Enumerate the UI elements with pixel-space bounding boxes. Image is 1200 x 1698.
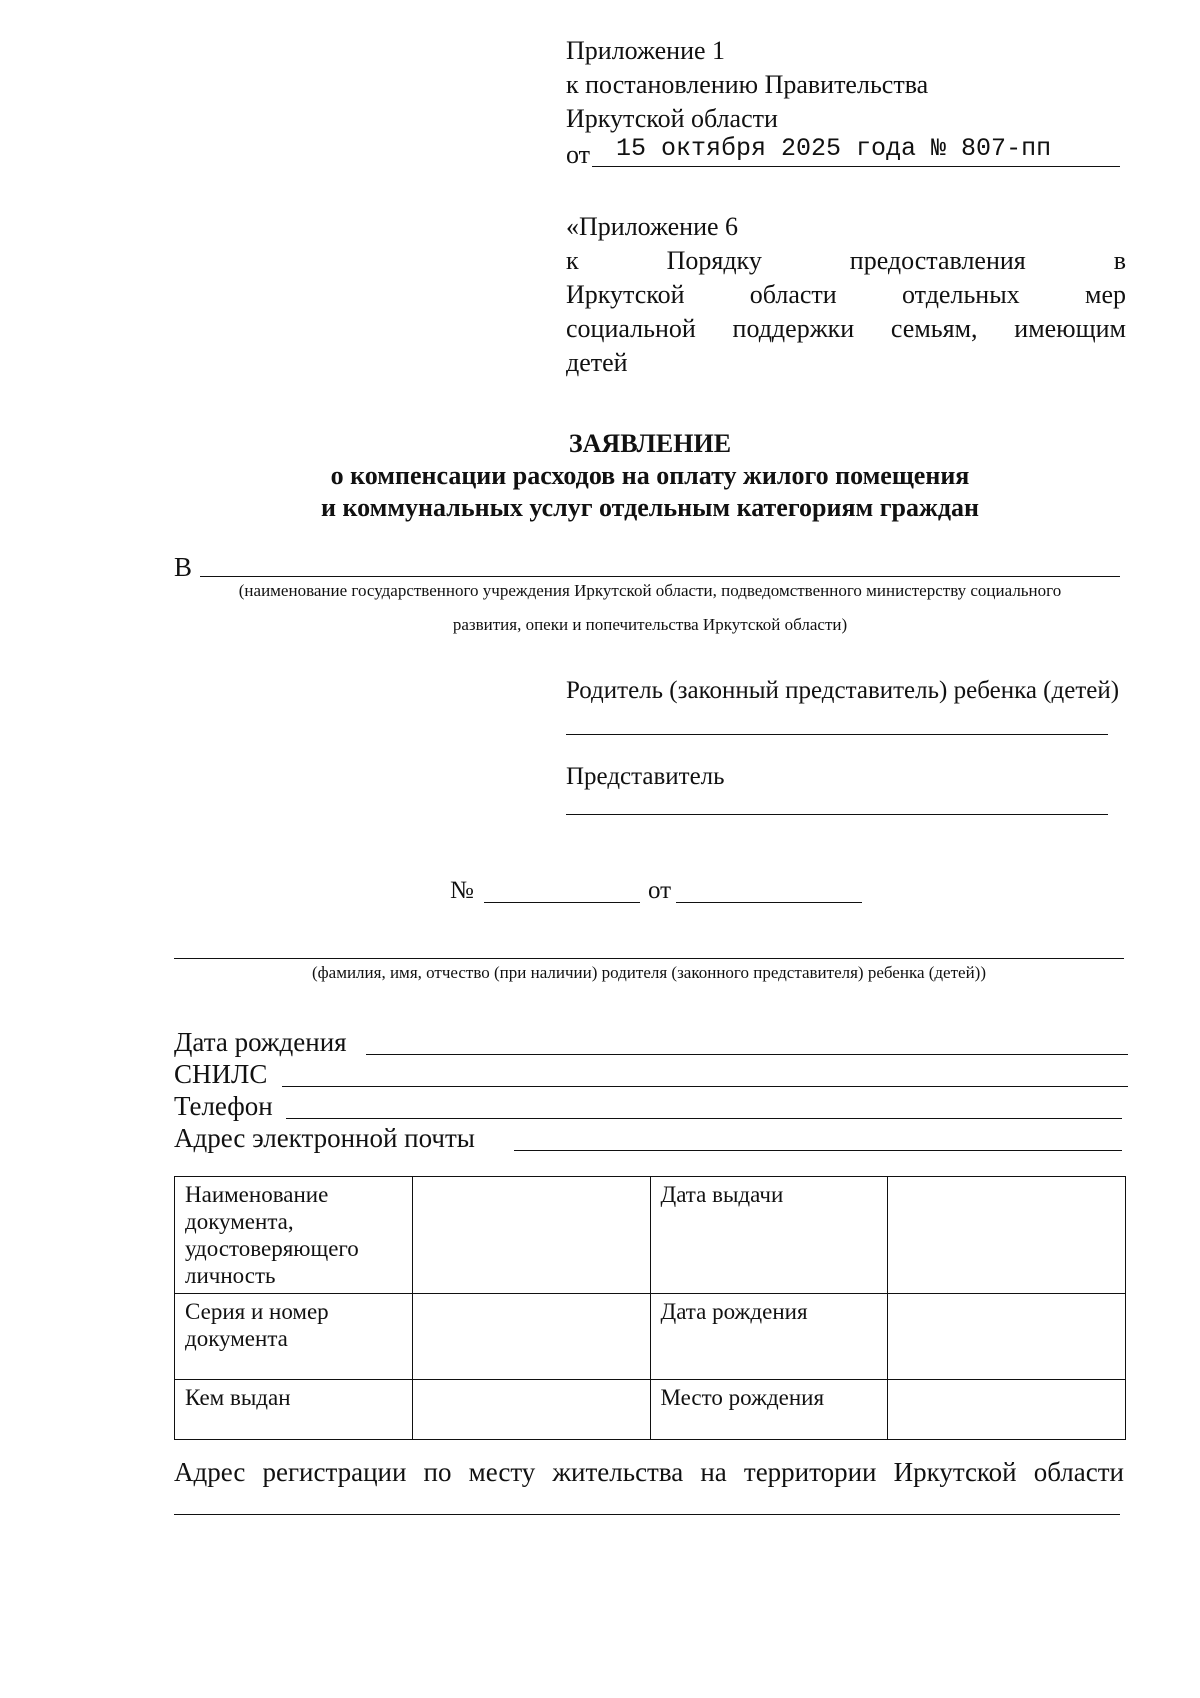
recipient-prefix: В [174,552,193,582]
recipient-field[interactable] [200,576,1120,577]
appendix-6-line5: детей [566,348,628,377]
birth-place-label: Место рождения [650,1380,888,1440]
appendix-6-line3: Иркутской области отдельных мер [566,280,1126,309]
appendix-1-date-row [566,136,1126,170]
issue-date-value[interactable] [888,1177,1126,1294]
appendix-1-decree: к постановлению Правительства [566,70,929,99]
email-label: Адрес электронной почты [174,1123,475,1153]
phone-label: Телефон [174,1091,273,1121]
snils-field[interactable] [282,1086,1128,1087]
table-row [175,1380,1126,1440]
representative-label: Представитель [566,763,725,790]
fio-hint: (фамилия, имя, отчество (при наличии) родителя (законного представителя) ребенка (детей)) [311,963,986,982]
appendix-6-line4: социальной поддержки семьям, имеющим [566,314,1126,343]
title-sub1: о компенсации расходов на оплату жилого помещения [330,461,970,490]
appendix-6-header [566,210,1126,380]
table-birth-date-value[interactable] [888,1294,1126,1380]
series-number-label: Серия и номер документа [175,1294,413,1380]
parent-field[interactable] [566,734,1108,735]
decree-date-underline [592,166,1120,167]
snils-label: СНИЛС [174,1059,268,1089]
registration-address-field[interactable] [174,1514,1120,1515]
appendix-1-title: Приложение 1 [566,36,726,65]
from-date-field[interactable] [676,902,862,903]
parent-label: Родитель (законный представитель) ребенка (детей) [566,677,1120,704]
birth-date-label: Дата рождения [174,1027,347,1057]
id-document-table [174,1176,1126,1440]
table-birth-date-label: Дата рождения [650,1294,888,1380]
from-label: от [648,877,672,904]
number-label: № [450,877,474,904]
date-prefix: от [566,140,591,169]
issue-date-label: Дата выдачи [650,1177,888,1294]
fio-field[interactable] [174,958,1124,959]
appendix-6-line2: к Порядку предоставления в [566,246,1126,275]
recipient-hint-1: (наименование государственного учреждения Иркутской области, подведомственного министерству социального [238,581,1062,600]
issued-by-value[interactable] [412,1380,650,1440]
recipient-hint-2: развития, опеки и попечительства Иркутской области) [452,615,848,634]
application-title [160,428,1140,524]
registration-address-label: Адрес регистрации по месту жительства на территории Иркутской области [174,1457,1124,1487]
email-field[interactable] [514,1150,1122,1151]
number-field[interactable] [484,902,640,903]
issued-by-label: Кем выдан [175,1380,413,1440]
representative-field[interactable] [566,814,1108,815]
table-row [175,1294,1126,1380]
title-sub2: и коммунальных услуг отдельным категориям граждан [321,493,979,522]
birth-date-field[interactable] [366,1054,1128,1055]
appendix-1-header [566,34,1126,170]
phone-field[interactable] [286,1118,1122,1119]
appendix-1-region: Иркутской области [566,104,778,133]
doc-name-label: Наименование документа, удостоверяющего личность [175,1177,413,1294]
birth-place-value[interactable] [888,1380,1126,1440]
doc-name-value[interactable] [412,1177,650,1294]
table-row [175,1177,1126,1294]
appendix-6-title: «Приложение 6 [566,212,739,241]
series-number-value[interactable] [412,1294,650,1380]
title-main: ЗАЯВЛЕНИЕ [568,429,732,458]
decree-date-number: 15 октября 2025 года № 807-пп [616,134,1052,163]
